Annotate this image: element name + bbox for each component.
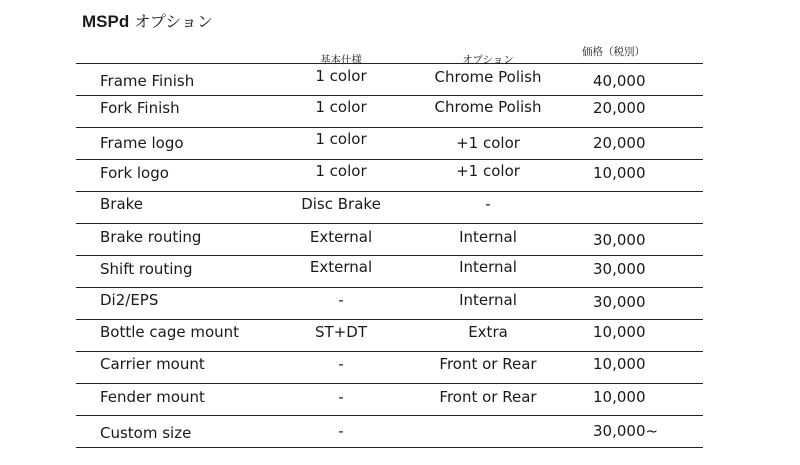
- row-name: Di2/EPS: [100, 291, 159, 309]
- brand-name: MSPd: [82, 12, 130, 31]
- row-price: 40,000: [593, 72, 646, 90]
- row-price: 10,000: [593, 388, 646, 406]
- table-row: Di2/EPS - Internal 30,000: [76, 287, 703, 319]
- row-price: 10,000: [593, 164, 646, 182]
- row-price: 20,000: [593, 134, 646, 152]
- row-name: Frame logo: [100, 134, 184, 152]
- row-price: 10,000: [593, 323, 646, 341]
- page-title: [82, 9, 213, 32]
- row-name: Custom size: [100, 424, 192, 442]
- table-row: Fender mount - Front or Rear 10,000: [76, 383, 703, 415]
- row-price: 10,000: [593, 355, 646, 373]
- row-price: 30,000: [593, 293, 646, 311]
- row-name: Fork Finish: [100, 99, 180, 117]
- row-name: Carrier mount: [100, 355, 205, 373]
- row-name: Shift routing: [100, 260, 193, 278]
- table-row: Fork logo 1 color +1 color 10,000: [76, 159, 703, 191]
- table-row: Brake Disc Brake -: [76, 191, 703, 223]
- row-price: 20,000: [593, 99, 646, 117]
- table-body: [76, 63, 703, 448]
- row-price: 30,000~: [593, 422, 659, 440]
- table-row: Carrier mount - Front or Rear 10,000: [76, 351, 703, 383]
- row-name: Brake routing: [100, 228, 202, 246]
- table-row: Shift routing External Internal 30,000: [76, 255, 703, 287]
- title-suffix: オプション: [134, 12, 213, 31]
- row-price: 30,000: [593, 260, 646, 278]
- table-row: Bottle cage mount ST+DT Extra 10,000: [76, 319, 703, 351]
- header-price: 価格（税別）: [582, 46, 645, 58]
- table-row: Custom size - 30,000~: [76, 415, 703, 448]
- options-table: [76, 36, 703, 448]
- table-row: Frame Finish 1 color Chrome Polish 40,000: [76, 63, 703, 95]
- table-row: Brake routing External Internal 30,000: [76, 223, 703, 255]
- table-header: 基本仕様 オプション 価格（税別）: [320, 46, 645, 66]
- row-name: Fork logo: [100, 164, 169, 182]
- row-price: 30,000: [593, 231, 646, 249]
- row-name: Fender mount: [100, 388, 205, 406]
- table-row: Frame logo 1 color +1 color 20,000: [76, 127, 703, 159]
- row-name: Frame Finish: [100, 72, 195, 90]
- table-row: Fork Finish 1 color Chrome Polish 20,000: [76, 95, 703, 127]
- row-name: Brake: [100, 195, 144, 213]
- row-name: Bottle cage mount: [100, 323, 240, 341]
